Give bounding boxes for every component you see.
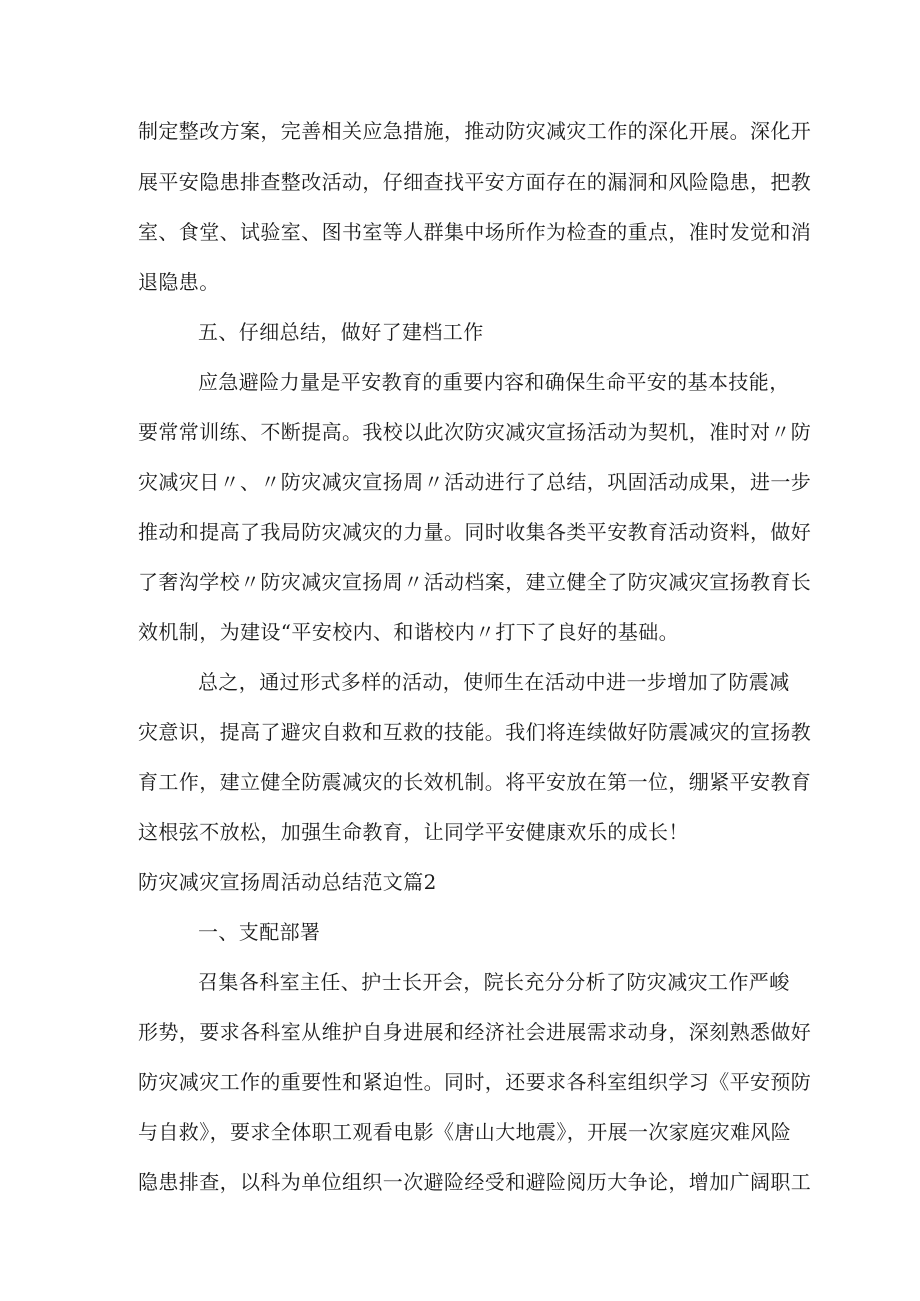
paragraph-line: 要常常训练、不断提高。我校以此次防灾减灾宣扬活动为契机，准时对〃防 [138, 420, 812, 444]
article-title: 防灾减灾宣扬周活动总结范文篇2 [138, 870, 437, 894]
paragraph-line: 退隐患。 [138, 270, 220, 294]
paragraph-line: 了奢沟学校〃防灾减灾宣扬周〃活动档案，建立健全了防灾减灾宣扬教育长 [138, 570, 812, 594]
section-heading: 一、支配部署 [198, 920, 321, 944]
paragraph-line: 展平安隐患排查整改活动，仔细查找平安方面存在的漏洞和风险隐患，把教 [138, 170, 812, 194]
paragraph-line: 总之，通过形式多样的活动，使师生在活动中进一步增加了防震减 [198, 670, 790, 694]
section-heading: 五、仔细总结，做好了建档工作 [198, 320, 484, 344]
paragraph-line: 制定整改方案，完善相关应急措施，推动防灾减灾工作的深化开展。深化开 [138, 119, 812, 143]
paragraph-line: 召集各科室主任、护士长开会，院长充分分析了防灾减灾工作严峻 [198, 970, 790, 994]
paragraph-line: 推动和提高了我局防灾减灾的力量。同时收集各类平安教育活动资料，做好 [138, 520, 812, 544]
paragraph-line: 应急避险力量是平安教育的重要内容和确保生命平安的基本技能， [198, 370, 790, 394]
paragraph-line: 灾意识，提高了避灾自救和互救的技能。我们将连续做好防震减灾的宣扬教 [138, 720, 812, 744]
paragraph-line: 育工作，建立健全防震减灾的长效机制。将平安放在第一位，绷紧平安教育 [138, 770, 812, 794]
paragraph-line: 防灾减灾工作的重要性和紧迫性。同时，还要求各科室组织学习《平安预防 [138, 1070, 812, 1094]
paragraph-line: 灾减灾日〃、〃防灾减灾宣扬周〃活动进行了总结，巩固活动成果，进一步 [138, 470, 812, 494]
paragraph-line: 形势，要求各科室从维护自身进展和经济社会进展需求动身，深刻熟悉做好 [138, 1020, 812, 1044]
paragraph-line: 与自救》，要求全体职工观看电影《唐山大地震》，开展一次家庭灾难风险 [138, 1120, 792, 1144]
paragraph-line: 这根弦不放松，加强生命教育，让同学平安健康欢乐的成长！ [138, 820, 689, 844]
paragraph-line: 隐患排查，以科为单位组织一次避险经受和避险阅历大争论，增加广阔职工 [138, 1170, 812, 1194]
paragraph-line: 效机制，为建设“平安校内、和谐校内〃打下了良好的基础。 [138, 620, 680, 644]
paragraph-line: 室、食堂、试验室、图书室等人群集中场所作为检查的重点，准时发觉和消 [138, 220, 812, 244]
